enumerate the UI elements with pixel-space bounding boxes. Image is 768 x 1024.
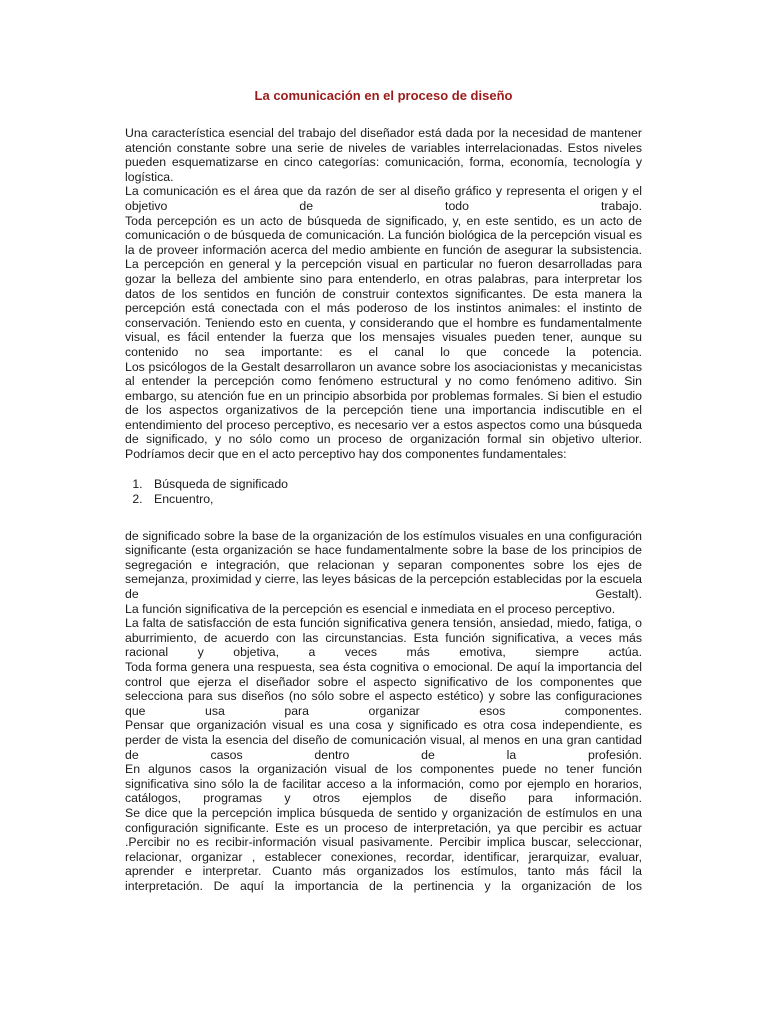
paragraph-intro-2: La comunicación es el área que da razón de ser al diseño gráfico y representa el origen y el objetivo de todo trabajo. <box>125 184 642 213</box>
paragraph-cont-3: La falta de satisfacción de esta función significativa genera tensión, ansiedad, miedo, fatiga, o aburrimiento, de acuerdo con las circunstancias. Esta función significativa, a veces más racional y objetiva, a veces más emotiva, siempre actúa. <box>125 616 642 660</box>
paragraph-cont-2: La función significativa de la percepción es esencial e inmediata en el proceso perceptivo. <box>125 601 616 616</box>
paragraph-cont-1: de significado sobre la base de la organización de los estímulos visuales en una configuración significante (esta organización se hace fundamentalmente sobre la base de los principios de segregación e integración, que relacionan y separan componentes sobre los ejes de semejanza, proximidad y cierre, las leyes básicas de la percepción establecidas por la escuela de Gestalt). <box>125 528 642 602</box>
continuation-section <box>125 529 642 894</box>
list-item: 1. Búsqueda de significado <box>146 477 642 492</box>
paragraph-cont-4: Toda forma genera una respuesta, sea ésta cognitiva o emocional. De aquí la importancia del control que ejerza el diseñador sobre el aspecto significativo de los componentes que selecciona para sus diseños (no sólo sobre el aspecto estético) y sobre las configuraciones que usa para organizar esos componentes. <box>125 660 642 718</box>
paragraph-cont-6: En algunos casos la organización visual de los componentes puede no tener función significativa sino sólo la de facilitar acceso a la información, como por ejemplo en horarios, catálogos, programas y otros ejemplos de diseño para información. <box>125 762 642 806</box>
document-body <box>125 126 642 894</box>
list-item: 2. Encuentro, <box>146 492 642 507</box>
paragraph-intro-1: Una característica esencial del trabajo del diseñador está dada por la necesidad de mantener atención constante sobre una serie de niveles de variables interrelacionadas. Estos niveles pueden esquematizarse en cinco categorías: comunicación, forma, economía, tecnología y logística. <box>125 126 642 184</box>
paragraph-intro-5: Podríamos decir que en el acto perceptivo hay dos componentes fundamentales: <box>125 447 567 462</box>
paragraph-intro-3: Toda percepción es un acto de búsqueda de significado, y, en este sentido, es un acto de comunicación o de búsqueda de comunicación. La función biológica de la percepción visual es la de proveer información acerca del medio ambiente en función de asegurar la subsistencia. La percepción en general y la percepción visual en particular no fueron desarrolladas para gozar la belleza del ambiente sino para entenderlo, en otras palabras, para interpretar los datos de los sentidos en función de construir contextos significantes. De esta manera la percepción está conectada con el más poderoso de los instintos animales: el instinto de conservación. Teniendo esto en cuenta, y considerando que el hombre es fundamentalmente visual, es fácil entender la fuerza que los mensajes visuales pueden tener, aunque su contenido no sea importante: es el canal lo que concede la potencia. <box>125 213 642 359</box>
paragraph-cont-5: Pensar que organización visual es una cosa y significado es otra cosa independiente, es perder de vista la esencia del diseño de comunicación visual, al menos en una gran cantidad de casos dentro de la profesión. <box>125 718 642 762</box>
document-title: La comunicación en el proceso de diseño <box>254 88 513 103</box>
components-list <box>125 477 642 507</box>
paragraph-cont-7: Se dice que la percepción implica búsqueda de sentido y organización de estímulos en una configuración significante. Este es un proceso de interpretación, ya que percibir es actuar .Percibir no es recibir-información visual pasivamente. Percibir implica buscar, seleccionar, relacionar, organizar , establecer conexiones, recordar, identificar, jerarquizar, evaluar, aprender e interpretar. Cuanto más organizados los estímulos, tanto más fácil la interpretación. De aquí la importancia de la pertinencia y la organización de los <box>125 805 642 893</box>
paragraph-intro-4: Los psicólogos de la Gestalt desarrollaron un avance sobre los asociacionistas y mecanicistas al entender la percepción como fenómeno estructural y no como fenómeno aditivo. Sin embargo, su atención fue en un principio absorbida por problemas formales. Si bien el estudio de los aspectos organizativos de la percepción tiene una importancia indiscutible en el entendimiento del proceso perceptivo, es necesario ver a estos aspectos como una búsqueda de significado, y no sólo como un proceso de organización formal sin objetivo ulterior. <box>125 359 642 447</box>
